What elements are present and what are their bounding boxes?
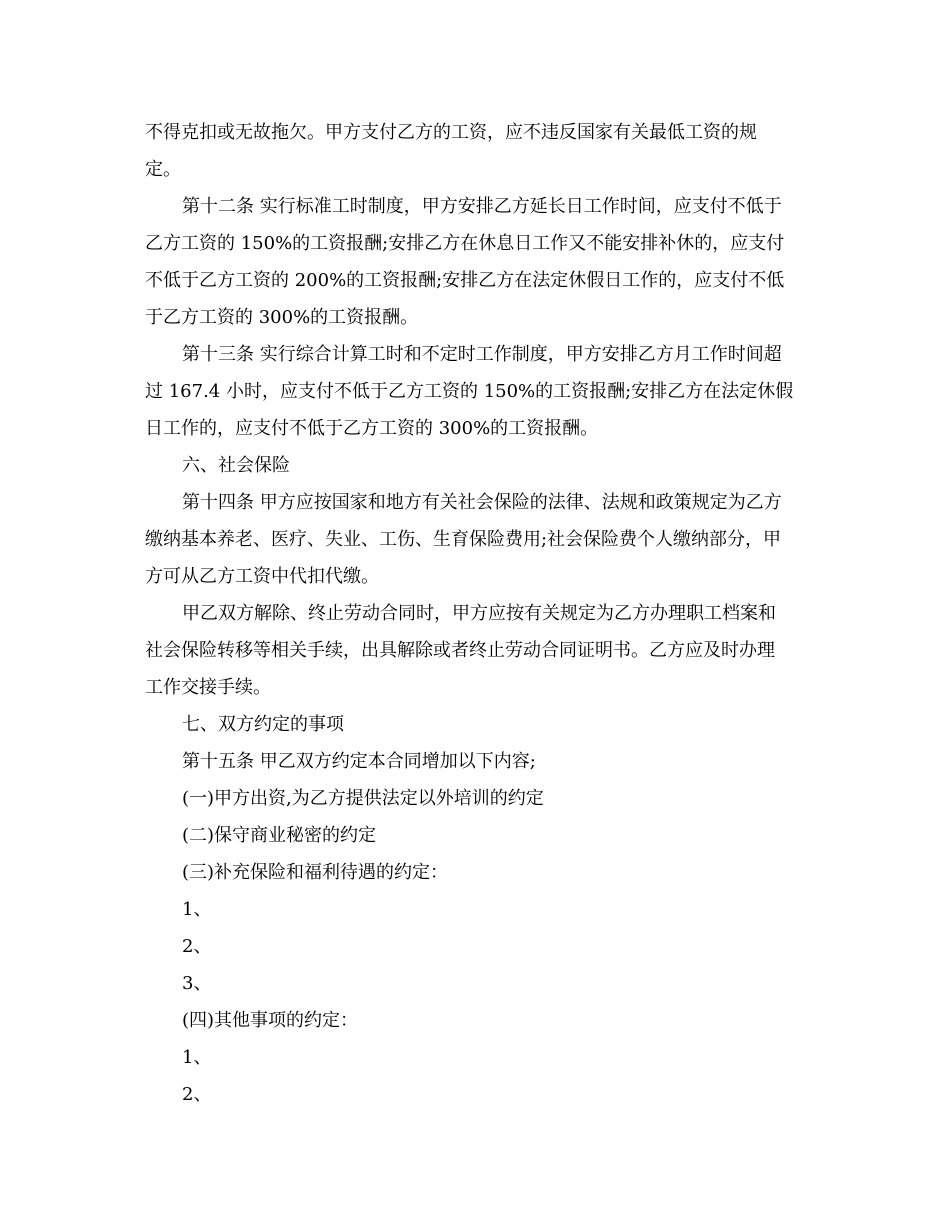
list-item: 1、 xyxy=(182,1047,212,1068)
list-item: (一)甲方出资,为乙方提供法定以外培训的约定 xyxy=(182,788,544,809)
text-line: 方可从乙方工资中代扣代缴。 xyxy=(145,566,379,587)
text-line: 工作交接手续。 xyxy=(145,677,271,698)
text-line: 日工作的，应支付不低于乙方工资的 300%的工资报酬。 xyxy=(145,418,599,439)
document-body xyxy=(145,114,810,1113)
text-line: 定。 xyxy=(145,159,181,180)
text-line: 于乙方工资的 300%的工资报酬。 xyxy=(145,307,419,328)
list-item: 2、 xyxy=(182,936,212,957)
text-line: 甲乙双方解除、终止劳动合同时，甲方应按有关规定为乙方办理职工档案和 xyxy=(182,603,776,624)
list-item: (二)保守商业秘密的约定 xyxy=(182,825,377,846)
list-item: (三)补充保险和福利待遇的约定： xyxy=(182,862,449,883)
text-line: 第十二条 实行标准工时制度，甲方安排乙方延长日工作时间，应支付不低于 xyxy=(182,196,782,217)
text-line: 乙方工资的 150%的工资报酬;安排乙方在休息日工作又不能安排补休的，应支付 xyxy=(145,233,785,254)
text-line: 第十四条 甲方应按国家和地方有关社会保险的法律、法规和政策规定为乙方 xyxy=(182,492,782,513)
text-line: 第十五条 甲乙双方约定本合同增加以下内容; xyxy=(182,751,536,772)
text-line: 第十三条 实行综合计算工时和不定时工作制度，甲方安排乙方月工作时间超 xyxy=(182,344,782,365)
list-item: 2、 xyxy=(182,1084,212,1105)
text-line: 不得克扣或无故拖欠。甲方支付乙方的工资，应不违反国家有关最低工资的规 xyxy=(145,122,757,143)
list-item: (四)其他事项的约定： xyxy=(182,1010,359,1031)
section-heading: 七、双方约定的事项 xyxy=(182,714,344,735)
section-heading: 六、社会保险 xyxy=(182,455,290,476)
text-line: 社会保险转移等相关手续，出具解除或者终止劳动合同证明书。乙方应及时办理 xyxy=(145,640,775,661)
text-line: 不低于乙方工资的 200%的工资报酬;安排乙方在法定休假日工作的，应支付不低 xyxy=(145,270,785,291)
list-item: 1、 xyxy=(182,899,212,920)
text-line: 缴纳基本养老、医疗、失业、工伤、生育保险费用;社会保险费个人缴纳部分，甲 xyxy=(145,529,782,550)
list-item: 3、 xyxy=(182,973,212,994)
text-line: 过 167.4 小时，应支付不低于乙方工资的 150%的工资报酬;安排乙方在法定休假 xyxy=(145,381,794,402)
